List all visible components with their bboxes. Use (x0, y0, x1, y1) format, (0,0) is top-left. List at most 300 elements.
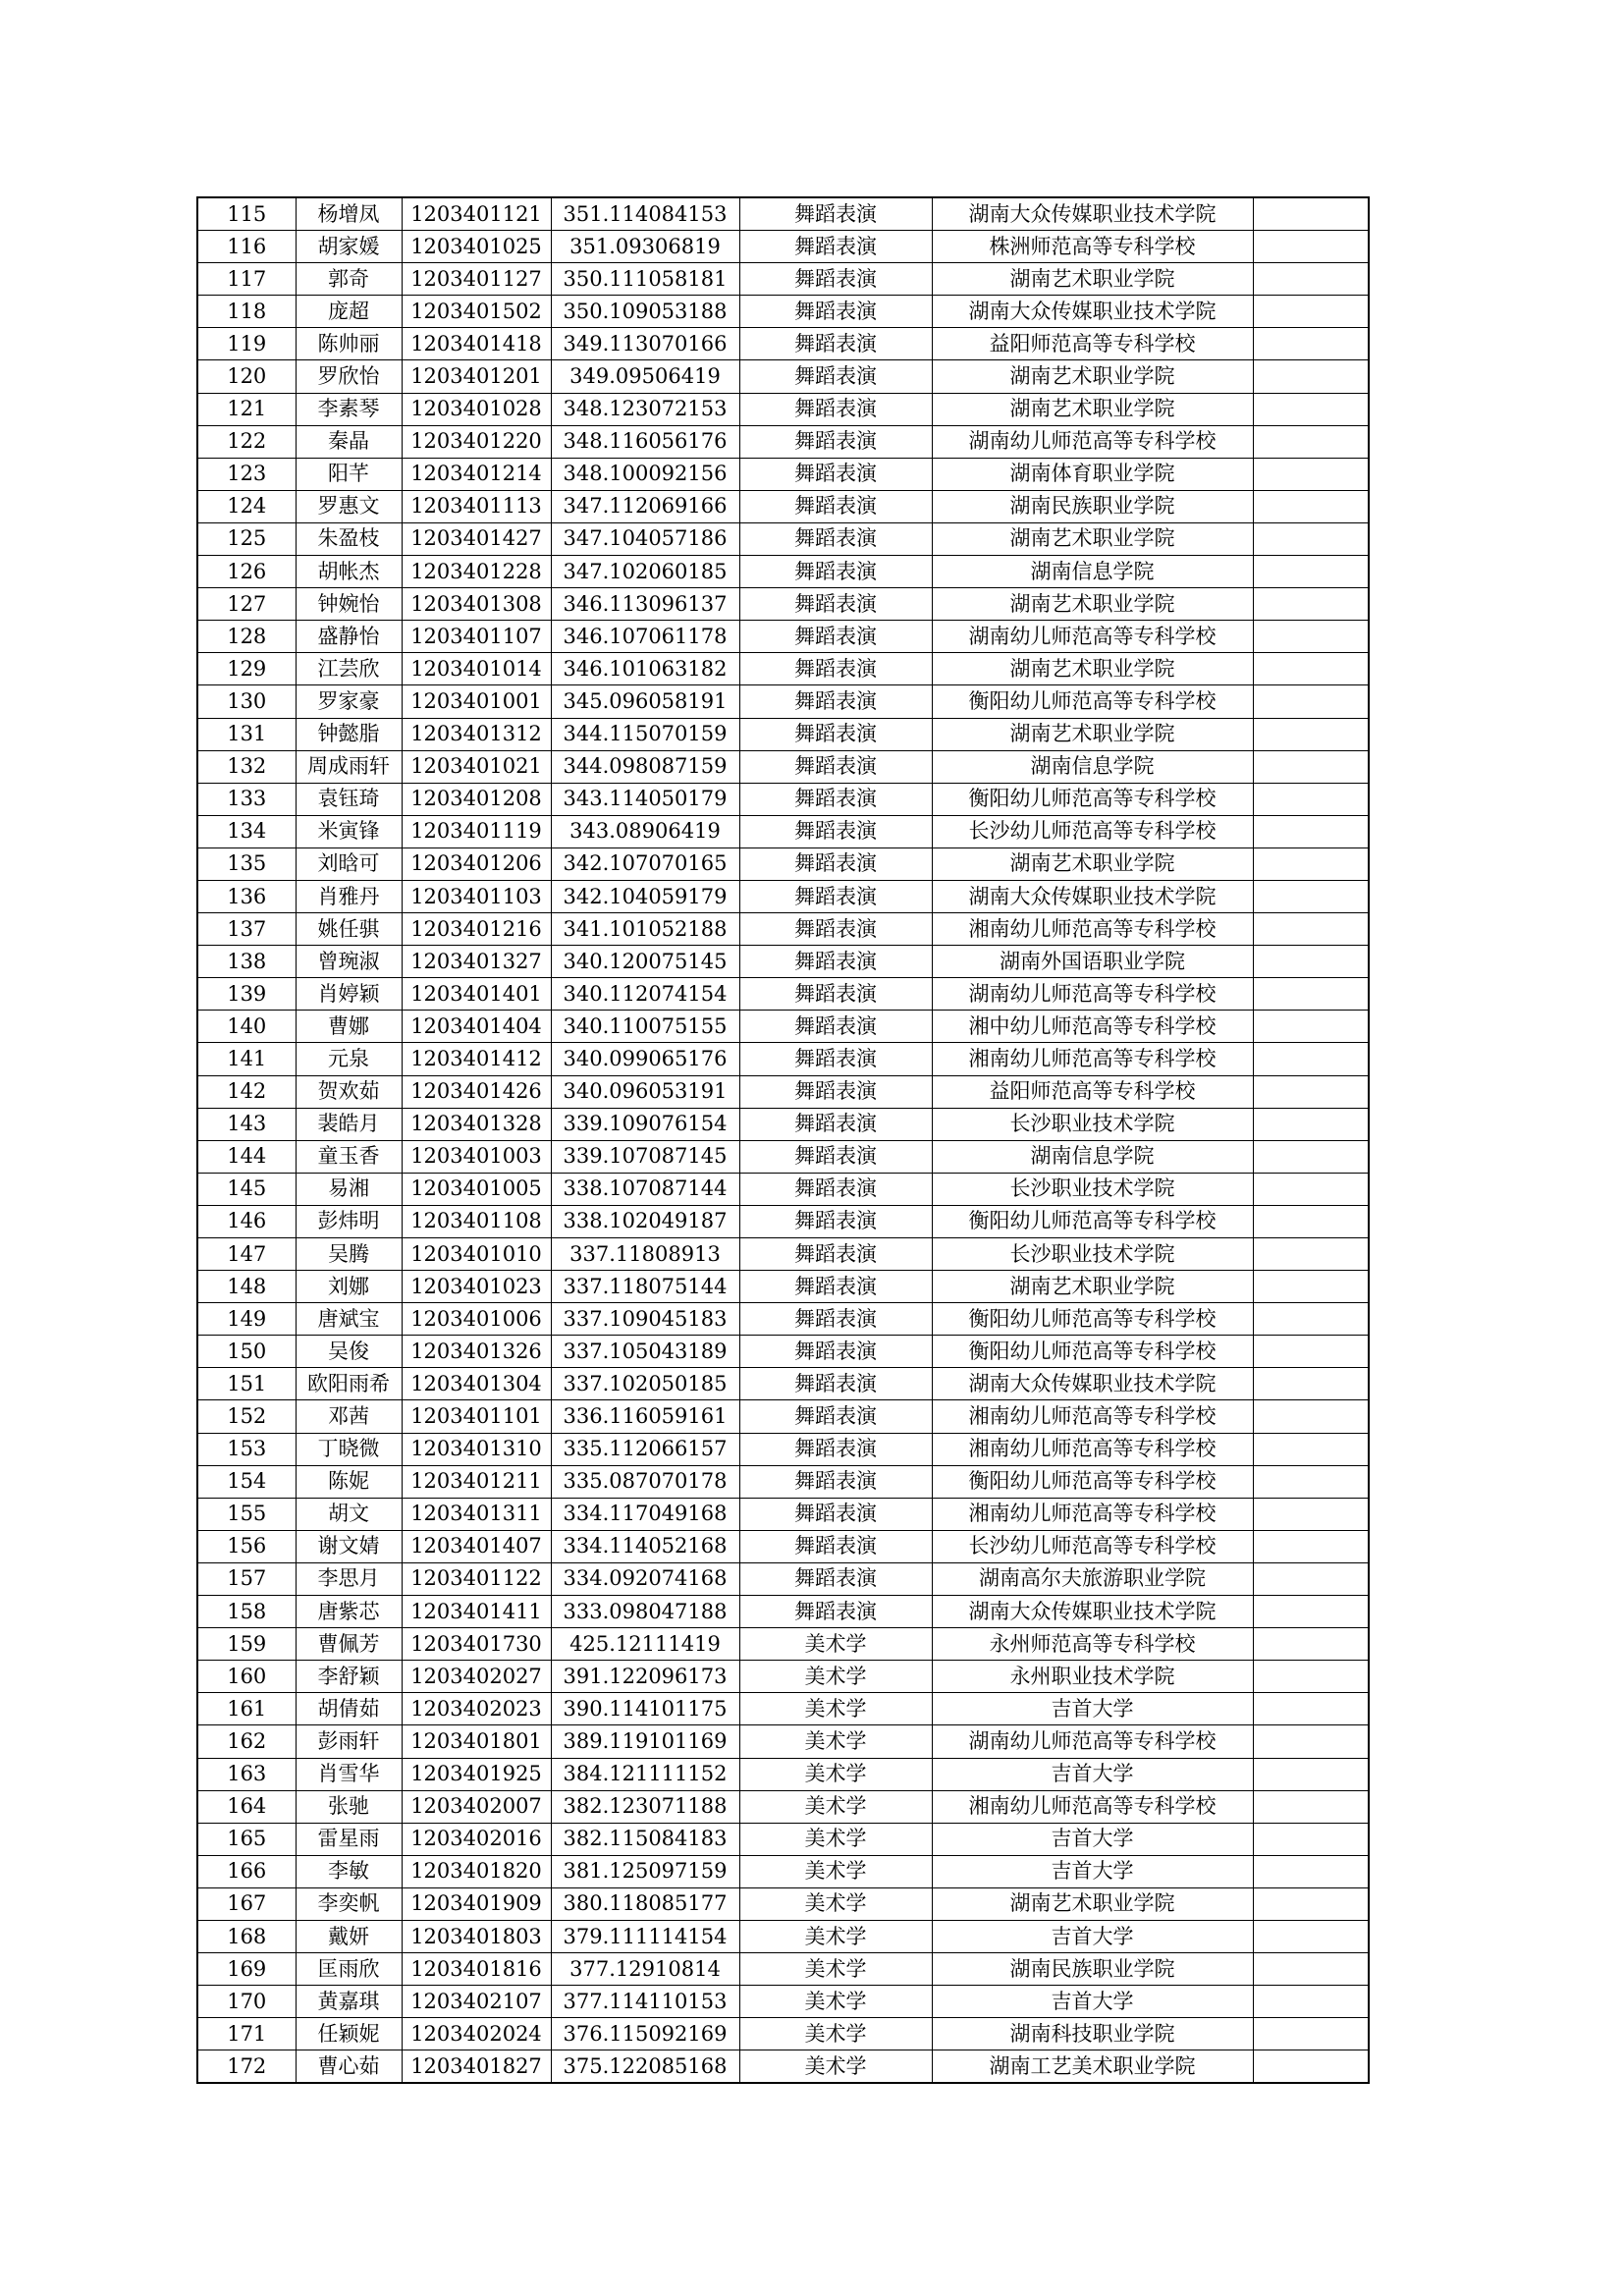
cell-note (1253, 1661, 1369, 1693)
cell-score: 351.09306819 (551, 231, 739, 263)
cell-school: 湖南大众传媒职业技术学院 (932, 1368, 1253, 1400)
cell-school: 湖南幼儿师范高等专科学校 (932, 1725, 1253, 1758)
cell-score: 339.109076154 (551, 1108, 739, 1140)
cell-score: 390.114101175 (551, 1693, 739, 1725)
table-body (197, 197, 1369, 2083)
cell-score: 382.123071188 (551, 1790, 739, 1823)
table-row (197, 1628, 1369, 1661)
cell-major: 舞蹈表演 (739, 1173, 932, 1205)
cell-index: 123 (197, 458, 296, 490)
cell-exam-id: 1203401206 (402, 847, 551, 880)
cell-note (1253, 490, 1369, 522)
table-row (197, 197, 1369, 231)
cell-name: 周成雨轩 (296, 750, 402, 783)
cell-score: 348.116056176 (551, 425, 739, 458)
table-row (197, 1725, 1369, 1758)
cell-name: 匡雨欣 (296, 1953, 402, 1986)
cell-name: 贺欢茹 (296, 1075, 402, 1108)
cell-major: 舞蹈表演 (739, 1530, 932, 1562)
cell-index: 115 (197, 197, 296, 231)
table-row (197, 1075, 1369, 1108)
cell-note (1253, 783, 1369, 815)
cell-name: 江芸欣 (296, 653, 402, 685)
cell-exam-id: 1203401925 (402, 1758, 551, 1790)
cell-name: 裴皓月 (296, 1108, 402, 1140)
table-row (197, 1596, 1369, 1628)
table-row (197, 1920, 1369, 1952)
cell-index: 120 (197, 360, 296, 393)
cell-exam-id: 1203401311 (402, 1498, 551, 1530)
cell-score: 342.104059179 (551, 880, 739, 912)
cell-exam-id: 1203401121 (402, 197, 551, 231)
cell-note (1253, 1596, 1369, 1628)
cell-exam-id: 1203401101 (402, 1400, 551, 1433)
cell-note (1253, 1530, 1369, 1562)
cell-exam-id: 1203401401 (402, 978, 551, 1011)
cell-major: 舞蹈表演 (739, 296, 932, 328)
table-row (197, 1433, 1369, 1465)
cell-name: 罗家豪 (296, 685, 402, 718)
cell-exam-id: 1203401003 (402, 1140, 551, 1173)
cell-note (1253, 458, 1369, 490)
cell-index: 122 (197, 425, 296, 458)
cell-score: 337.11808913 (551, 1238, 739, 1271)
cell-major: 舞蹈表演 (739, 1400, 932, 1433)
cell-school: 湖南艺术职业学院 (932, 1271, 1253, 1303)
cell-major: 美术学 (739, 1855, 932, 1887)
cell-major: 舞蹈表演 (739, 1562, 932, 1595)
table-row (197, 490, 1369, 522)
cell-school: 湖南艺术职业学院 (932, 653, 1253, 685)
table-row (197, 1043, 1369, 1075)
cell-school: 湖南艺术职业学院 (932, 588, 1253, 621)
cell-index: 143 (197, 1108, 296, 1140)
cell-major: 舞蹈表演 (739, 978, 932, 1011)
cell-name: 杨增凤 (296, 197, 402, 231)
cell-school: 湘南幼儿师范高等专科学校 (932, 1790, 1253, 1823)
cell-index: 146 (197, 1205, 296, 1237)
cell-exam-id: 1203401228 (402, 556, 551, 588)
cell-name: 李思月 (296, 1562, 402, 1595)
cell-major: 舞蹈表演 (739, 556, 932, 588)
cell-school: 湖南信息学院 (932, 750, 1253, 783)
cell-note (1253, 231, 1369, 263)
cell-score: 337.102050185 (551, 1368, 739, 1400)
table-row (197, 1011, 1369, 1043)
cell-score: 425.12111419 (551, 1628, 739, 1661)
cell-note (1253, 847, 1369, 880)
cell-major: 舞蹈表演 (739, 1433, 932, 1465)
cell-note (1253, 2018, 1369, 2050)
cell-score: 377.114110153 (551, 1986, 739, 2018)
cell-name: 李敏 (296, 1855, 402, 1887)
cell-name: 庞超 (296, 296, 402, 328)
cell-note (1253, 393, 1369, 425)
cell-school: 永州师范高等专科学校 (932, 1628, 1253, 1661)
cell-index: 139 (197, 978, 296, 1011)
cell-school: 湖南大众传媒职业技术学院 (932, 880, 1253, 912)
cell-index: 130 (197, 685, 296, 718)
cell-score: 382.115084183 (551, 1823, 739, 1855)
cell-note (1253, 1205, 1369, 1237)
cell-index: 119 (197, 328, 296, 360)
cell-index: 157 (197, 1562, 296, 1595)
cell-note (1253, 1823, 1369, 1855)
cell-exam-id: 1203401327 (402, 946, 551, 978)
cell-score: 333.098047188 (551, 1596, 739, 1628)
cell-school: 湖南艺术职业学院 (932, 847, 1253, 880)
table-row (197, 1336, 1369, 1368)
cell-index: 152 (197, 1400, 296, 1433)
table-row (197, 1562, 1369, 1595)
cell-exam-id: 1203401119 (402, 815, 551, 847)
cell-exam-id: 1203401127 (402, 263, 551, 296)
cell-note (1253, 1173, 1369, 1205)
cell-index: 147 (197, 1238, 296, 1271)
cell-school: 湖南大众传媒职业技术学院 (932, 197, 1253, 231)
cell-major: 舞蹈表演 (739, 913, 932, 946)
cell-index: 135 (197, 847, 296, 880)
cell-note (1253, 750, 1369, 783)
cell-note (1253, 263, 1369, 296)
cell-index: 137 (197, 913, 296, 946)
cell-exam-id: 1203401404 (402, 1011, 551, 1043)
cell-school: 永州职业技术学院 (932, 1661, 1253, 1693)
cell-major: 舞蹈表演 (739, 197, 932, 231)
table-row (197, 360, 1369, 393)
cell-note (1253, 1043, 1369, 1075)
table-row (197, 1530, 1369, 1562)
cell-note (1253, 1498, 1369, 1530)
cell-school: 衡阳幼儿师范高等专科学校 (932, 1303, 1253, 1336)
table-row (197, 393, 1369, 425)
cell-major: 舞蹈表演 (739, 946, 932, 978)
cell-note (1253, 1855, 1369, 1887)
cell-score: 347.104057186 (551, 522, 739, 555)
cell-note (1253, 1887, 1369, 1920)
cell-school: 吉首大学 (932, 1986, 1253, 2018)
cell-school: 湖南民族职业学院 (932, 490, 1253, 522)
cell-index: 144 (197, 1140, 296, 1173)
cell-exam-id: 1203401312 (402, 718, 551, 750)
cell-school: 株洲师范高等专科学校 (932, 231, 1253, 263)
cell-name: 雷星雨 (296, 1823, 402, 1855)
table-row (197, 1238, 1369, 1271)
table-row (197, 815, 1369, 847)
cell-index: 124 (197, 490, 296, 522)
cell-school: 湖南艺术职业学院 (932, 360, 1253, 393)
cell-name: 欧阳雨希 (296, 1368, 402, 1400)
cell-name: 胡家媛 (296, 231, 402, 263)
cell-exam-id: 1203401304 (402, 1368, 551, 1400)
cell-index: 131 (197, 718, 296, 750)
cell-note (1253, 2050, 1369, 2084)
cell-name: 易湘 (296, 1173, 402, 1205)
cell-index: 158 (197, 1596, 296, 1628)
cell-exam-id: 1203401827 (402, 2050, 551, 2084)
cell-score: 337.118075144 (551, 1271, 739, 1303)
table-row (197, 231, 1369, 263)
cell-name: 刘娜 (296, 1271, 402, 1303)
cell-score: 347.112069166 (551, 490, 739, 522)
table-row (197, 2018, 1369, 2050)
cell-index: 142 (197, 1075, 296, 1108)
cell-school: 衡阳幼儿师范高等专科学校 (932, 685, 1253, 718)
cell-name: 阳芊 (296, 458, 402, 490)
cell-score: 338.107087144 (551, 1173, 739, 1205)
cell-exam-id: 1203402023 (402, 1693, 551, 1725)
cell-score: 389.119101169 (551, 1725, 739, 1758)
cell-note (1253, 1140, 1369, 1173)
cell-major: 舞蹈表演 (739, 1108, 932, 1140)
cell-name: 盛静怡 (296, 621, 402, 653)
cell-school: 湖南大众传媒职业技术学院 (932, 296, 1253, 328)
cell-major: 舞蹈表演 (739, 1205, 932, 1237)
cell-score: 350.109053188 (551, 296, 739, 328)
cell-school: 益阳师范高等专科学校 (932, 1075, 1253, 1108)
table-row (197, 1693, 1369, 1725)
table-row (197, 1140, 1369, 1173)
cell-index: 121 (197, 393, 296, 425)
table-row (197, 1855, 1369, 1887)
table-row (197, 718, 1369, 750)
cell-exam-id: 1203401028 (402, 393, 551, 425)
cell-major: 舞蹈表演 (739, 1271, 932, 1303)
table-row (197, 458, 1369, 490)
cell-note (1253, 1758, 1369, 1790)
cell-note (1253, 1271, 1369, 1303)
cell-name: 罗欣怡 (296, 360, 402, 393)
cell-score: 391.122096173 (551, 1661, 739, 1693)
cell-name: 任颖妮 (296, 2018, 402, 2050)
cell-index: 151 (197, 1368, 296, 1400)
cell-school: 衡阳幼儿师范高等专科学校 (932, 783, 1253, 815)
cell-major: 美术学 (739, 1661, 932, 1693)
cell-note (1253, 522, 1369, 555)
cell-score: 334.092074168 (551, 1562, 739, 1595)
cell-note (1253, 1953, 1369, 1986)
cell-school: 湖南外国语职业学院 (932, 946, 1253, 978)
cell-name: 李舒颖 (296, 1661, 402, 1693)
cell-note (1253, 1920, 1369, 1952)
cell-school: 湘南幼儿师范高等专科学校 (932, 913, 1253, 946)
table-row (197, 913, 1369, 946)
cell-note (1253, 880, 1369, 912)
admission-list-table (196, 196, 1370, 2084)
cell-score: 346.101063182 (551, 653, 739, 685)
cell-name: 袁钰琦 (296, 783, 402, 815)
cell-index: 132 (197, 750, 296, 783)
table-row (197, 1790, 1369, 1823)
cell-school: 湘南幼儿师范高等专科学校 (932, 1433, 1253, 1465)
cell-major: 美术学 (739, 1823, 932, 1855)
table-row (197, 296, 1369, 328)
cell-name: 张驰 (296, 1790, 402, 1823)
cell-major: 美术学 (739, 2050, 932, 2084)
cell-school: 湖南民族职业学院 (932, 1953, 1253, 1986)
cell-index: 149 (197, 1303, 296, 1336)
cell-name: 邓茜 (296, 1400, 402, 1433)
table-row (197, 2050, 1369, 2084)
cell-note (1253, 1238, 1369, 1271)
cell-note (1253, 1075, 1369, 1108)
table-row (197, 1205, 1369, 1237)
cell-major: 舞蹈表演 (739, 231, 932, 263)
cell-score: 339.107087145 (551, 1140, 739, 1173)
cell-school: 湖南艺术职业学院 (932, 393, 1253, 425)
cell-major: 美术学 (739, 1790, 932, 1823)
cell-school: 湖南体育职业学院 (932, 458, 1253, 490)
cell-exam-id: 1203401426 (402, 1075, 551, 1108)
table-row (197, 328, 1369, 360)
cell-score: 335.087070178 (551, 1465, 739, 1498)
cell-note (1253, 685, 1369, 718)
cell-index: 150 (197, 1336, 296, 1368)
cell-score: 349.113070166 (551, 328, 739, 360)
cell-name: 肖雅丹 (296, 880, 402, 912)
cell-name: 秦晶 (296, 425, 402, 458)
cell-score: 376.115092169 (551, 2018, 739, 2050)
cell-exam-id: 1203401021 (402, 750, 551, 783)
cell-score: 342.107070165 (551, 847, 739, 880)
cell-major: 舞蹈表演 (739, 490, 932, 522)
cell-major: 舞蹈表演 (739, 1465, 932, 1498)
table-row (197, 1823, 1369, 1855)
cell-name: 元泉 (296, 1043, 402, 1075)
cell-score: 341.101052188 (551, 913, 739, 946)
cell-exam-id: 1203401801 (402, 1725, 551, 1758)
cell-exam-id: 1203401113 (402, 490, 551, 522)
cell-index: 155 (197, 1498, 296, 1530)
table-row (197, 1173, 1369, 1205)
cell-note (1253, 815, 1369, 847)
cell-index: 128 (197, 621, 296, 653)
cell-score: 380.118085177 (551, 1887, 739, 1920)
cell-exam-id: 1203401730 (402, 1628, 551, 1661)
cell-index: 116 (197, 231, 296, 263)
cell-name: 曾琬淑 (296, 946, 402, 978)
cell-major: 舞蹈表演 (739, 1140, 932, 1173)
cell-note (1253, 1011, 1369, 1043)
cell-school: 湖南大众传媒职业技术学院 (932, 1596, 1253, 1628)
cell-exam-id: 1203401211 (402, 1465, 551, 1498)
cell-index: 148 (197, 1271, 296, 1303)
cell-school: 吉首大学 (932, 1693, 1253, 1725)
cell-exam-id: 1203401308 (402, 588, 551, 621)
cell-name: 唐斌宝 (296, 1303, 402, 1336)
cell-school: 湖南高尔夫旅游职业学院 (932, 1562, 1253, 1595)
table-row (197, 946, 1369, 978)
cell-name: 吴俊 (296, 1336, 402, 1368)
cell-school: 湘中幼儿师范高等专科学校 (932, 1011, 1253, 1043)
cell-major: 舞蹈表演 (739, 1336, 932, 1368)
cell-major: 舞蹈表演 (739, 1303, 932, 1336)
cell-note (1253, 1336, 1369, 1368)
cell-score: 343.114050179 (551, 783, 739, 815)
cell-note (1253, 556, 1369, 588)
cell-exam-id: 1203401107 (402, 621, 551, 653)
cell-school: 湖南工艺美术职业学院 (932, 2050, 1253, 2084)
cell-school: 湖南艺术职业学院 (932, 522, 1253, 555)
cell-index: 118 (197, 296, 296, 328)
cell-exam-id: 1203402024 (402, 2018, 551, 2050)
cell-name: 胡倩茹 (296, 1693, 402, 1725)
cell-note (1253, 1790, 1369, 1823)
cell-note (1253, 653, 1369, 685)
cell-exam-id: 1203401412 (402, 1043, 551, 1075)
cell-major: 舞蹈表演 (739, 880, 932, 912)
cell-index: 165 (197, 1823, 296, 1855)
cell-exam-id: 1203401208 (402, 783, 551, 815)
cell-name: 郭奇 (296, 263, 402, 296)
cell-name: 钟婉怡 (296, 588, 402, 621)
cell-exam-id: 1203402007 (402, 1790, 551, 1823)
cell-score: 347.102060185 (551, 556, 739, 588)
cell-name: 朱盈枝 (296, 522, 402, 555)
cell-index: 145 (197, 1173, 296, 1205)
cell-index: 172 (197, 2050, 296, 2084)
table-row (197, 621, 1369, 653)
cell-exam-id: 1203401216 (402, 913, 551, 946)
cell-major: 舞蹈表演 (739, 750, 932, 783)
cell-school: 长沙幼儿师范高等专科学校 (932, 1530, 1253, 1562)
cell-score: 337.109045183 (551, 1303, 739, 1336)
cell-exam-id: 1203401001 (402, 685, 551, 718)
cell-exam-id: 1203401220 (402, 425, 551, 458)
cell-exam-id: 1203401803 (402, 1920, 551, 1952)
cell-note (1253, 1368, 1369, 1400)
table-row (197, 1108, 1369, 1140)
cell-note (1253, 1465, 1369, 1498)
cell-score: 340.120075145 (551, 946, 739, 978)
cell-school: 湘南幼儿师范高等专科学校 (932, 1400, 1253, 1433)
cell-school: 长沙职业技术学院 (932, 1238, 1253, 1271)
cell-school: 长沙职业技术学院 (932, 1173, 1253, 1205)
cell-index: 140 (197, 1011, 296, 1043)
cell-note (1253, 913, 1369, 946)
cell-index: 133 (197, 783, 296, 815)
cell-exam-id: 1203401820 (402, 1855, 551, 1887)
cell-major: 舞蹈表演 (739, 847, 932, 880)
cell-school: 湖南艺术职业学院 (932, 263, 1253, 296)
cell-school: 湘南幼儿师范高等专科学校 (932, 1498, 1253, 1530)
cell-major: 舞蹈表演 (739, 1011, 932, 1043)
cell-exam-id: 1203401326 (402, 1336, 551, 1368)
cell-score: 334.117049168 (551, 1498, 739, 1530)
cell-score: 381.125097159 (551, 1855, 739, 1887)
table-row (197, 556, 1369, 588)
cell-score: 377.12910814 (551, 1953, 739, 1986)
cell-major: 舞蹈表演 (739, 1043, 932, 1075)
cell-index: 127 (197, 588, 296, 621)
cell-major: 舞蹈表演 (739, 328, 932, 360)
cell-major: 美术学 (739, 1953, 932, 1986)
table-row (197, 653, 1369, 685)
cell-note (1253, 946, 1369, 978)
cell-name: 吴腾 (296, 1238, 402, 1271)
cell-major: 舞蹈表演 (739, 1368, 932, 1400)
table-row (197, 522, 1369, 555)
cell-note (1253, 1725, 1369, 1758)
cell-score: 346.107061178 (551, 621, 739, 653)
cell-major: 舞蹈表演 (739, 393, 932, 425)
cell-name: 米寅锋 (296, 815, 402, 847)
table-row (197, 685, 1369, 718)
cell-major: 舞蹈表演 (739, 1596, 932, 1628)
cell-name: 胡文 (296, 1498, 402, 1530)
cell-score: 346.113096137 (551, 588, 739, 621)
cell-school: 湖南科技职业学院 (932, 2018, 1253, 2050)
